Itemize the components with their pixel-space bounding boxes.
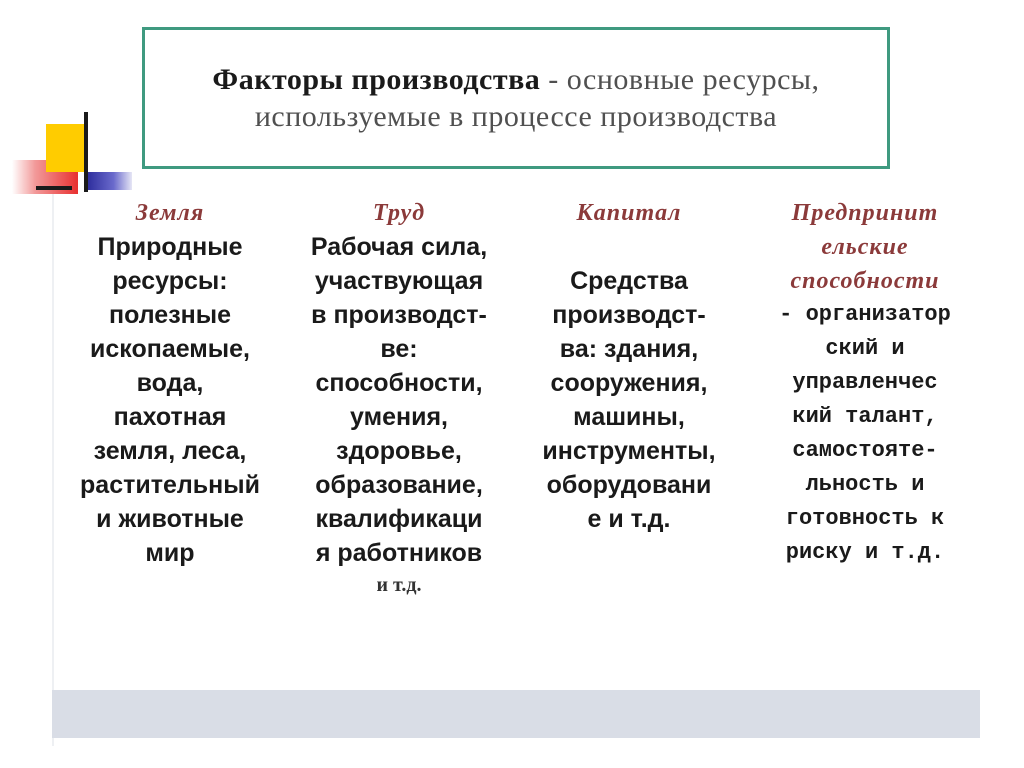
bottom-bar bbox=[52, 690, 980, 738]
title-definition: - основные ресурсы, используемые в процессе производства bbox=[254, 63, 820, 133]
column-labor-heading: Труд bbox=[372, 200, 426, 226]
column-land bbox=[60, 196, 280, 570]
column-capital-body: Средства производст- ва: здания, сооружения, машины, инструменты, оборудовани е и т.д. bbox=[542, 267, 716, 533]
column-entrepreneurship-body: - организатор ский и управленчес кий талант, самостояте- льность и готовность к риску и т.д. bbox=[779, 302, 951, 565]
column-labor bbox=[290, 196, 508, 600]
left-frame-line bbox=[52, 186, 54, 746]
column-land-body: Природные ресурсы: полезные ископаемые, вода, пахотная земля, леса, растительный и животные мир bbox=[80, 233, 260, 567]
decor-vertical-line bbox=[84, 112, 88, 192]
column-land-heading: Земля bbox=[135, 200, 205, 226]
title-box bbox=[142, 27, 890, 169]
column-labor-tail: и т.д. bbox=[376, 574, 422, 596]
decor-blue-bar bbox=[86, 172, 132, 190]
column-capital-heading: Капитал bbox=[576, 200, 682, 226]
title-term: Факторы производства bbox=[212, 63, 541, 96]
column-entrepreneurship-heading: Предпринит ельские способности bbox=[790, 200, 940, 294]
column-capital bbox=[522, 196, 736, 536]
decor-horizontal-line bbox=[36, 186, 72, 190]
column-entrepreneurship bbox=[748, 196, 982, 570]
title-text bbox=[145, 61, 887, 135]
decor-yellow-square bbox=[46, 124, 88, 172]
column-labor-body: Рабочая сила, участвующая в производст- ве: способности, умения, здоровье, образование, квалификаци я работников bbox=[310, 233, 488, 567]
